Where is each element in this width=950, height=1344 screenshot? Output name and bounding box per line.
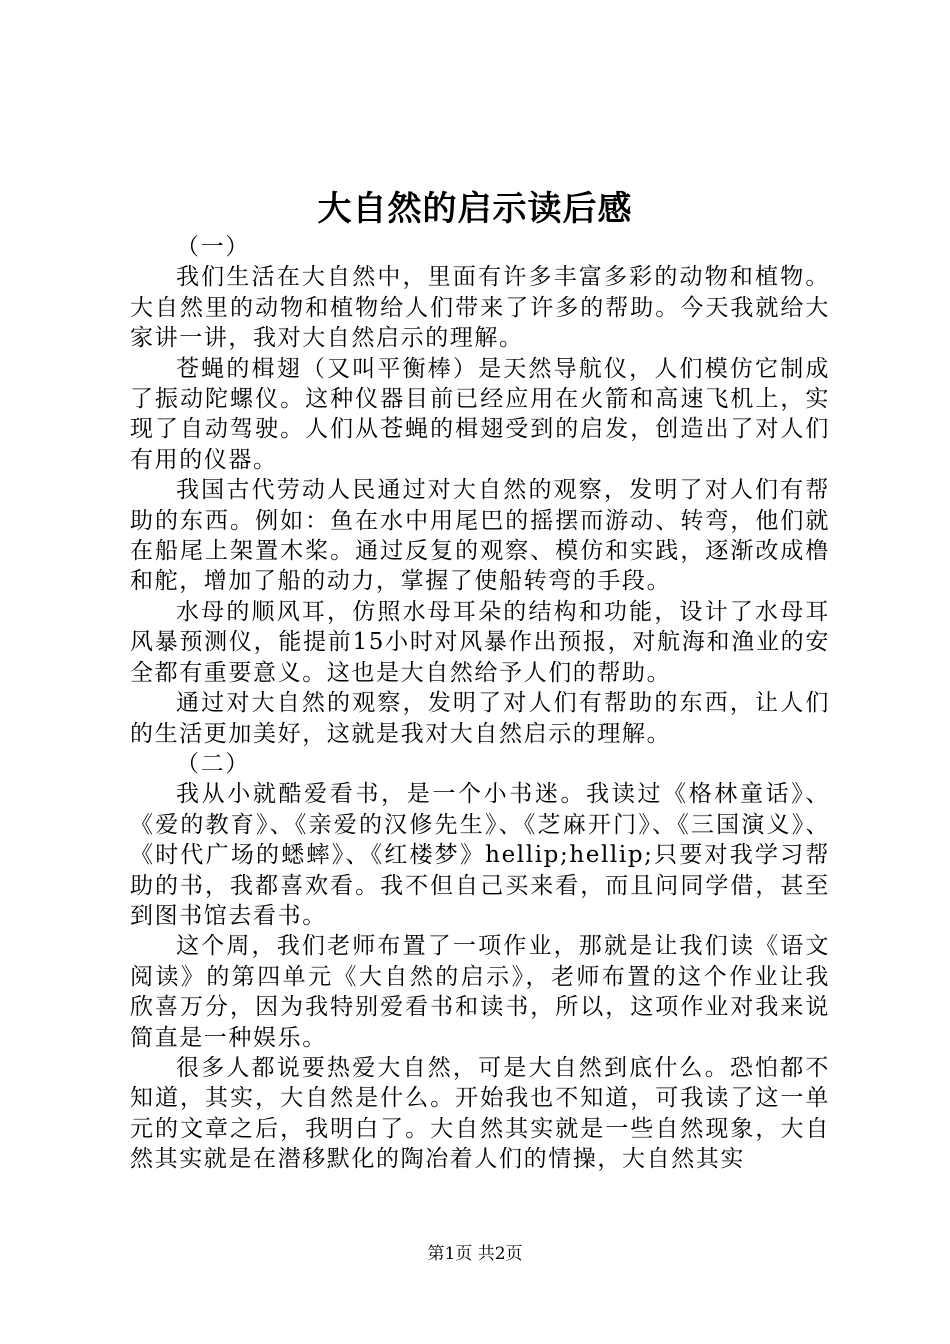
- document-title: 大自然的启示读后感: [317, 189, 633, 229]
- document-body: [130, 232, 830, 1175]
- page-footer: 第1页 共2页: [427, 1244, 523, 1264]
- paragraph: 很多人都说要热爱大自然，可是大自然到底什么。恐怕都不知道，其实，大自然是什么。开始我也不知道，可我读了这一单元的文章之后，我明白了。大自然其实就是一些自然现象，大自然其实就是在潜移默化的陶冶着人们的情操，大自然其实: [130, 1054, 830, 1173]
- paragraph: 我从小就酷爱看书，是一个小书迷。我读过《格林童话》、《爱的教育》、《亲爱的汉修先生》、《芝麻开门》、《三国演义》、《时代广场的蟋蟀》、《红楼梦》hellip;hellip;只要对我学习帮助的书，我都喜欢看。我不但自己买来看，而且问同学借，甚至到图书馆去看书。: [130, 781, 830, 929]
- paragraph: 苍蝇的楫翅（又叫平衡棒）是天然导航仪，人们模仿它制成了振动陀螺仪。这种仪器目前已经应用在火箭和高速飞机上，实现了自动驾驶。人们从苍蝇的楫翅受到的启发，创造出了对人们有用的仪器。: [130, 355, 830, 473]
- section-heading-1: （一）: [176, 234, 250, 260]
- paragraph: 通过对大自然的观察，发明了对人们有帮助的东西，让人们的生活更加美好，这就是我对大自然启示的理解。: [130, 690, 830, 747]
- paragraph: 我国古代劳动人民通过对大自然的观察，发明了对人们有帮助的东西。例如：鱼在水中用尾巴的摇摆而游动、转弯，他们就在船尾上架置木桨。通过反复的观察、模仿和实践，逐渐改成橹和舵，增加了船的动力，掌握了使船转弯的手段。: [130, 477, 830, 595]
- section-heading-2: （二）: [176, 750, 250, 777]
- paragraph: 我们生活在大自然中，里面有许多丰富多彩的动物和植物。大自然里的动物和植物给人们带来了许多的帮助。今天我就给大家讲一讲，我对大自然启示的理解。: [130, 264, 830, 352]
- paragraph: 水母的顺风耳，仿照水母耳朵的结构和功能，设计了水母耳风暴预测仪，能提前15小时对风暴作出预报，对航海和渔业的安全都有重要意义。这也是大自然给予人们的帮助。: [130, 598, 830, 686]
- paragraph: 这个周，我们老师布置了一项作业，那就是让我们读《语文阅读》的第四单元《大自然的启示》，老师布置的这个作业让我欣喜万分，因为我特别爱看书和读书，所以，这项作业对我来说简直是一种娱乐。: [130, 933, 830, 1051]
